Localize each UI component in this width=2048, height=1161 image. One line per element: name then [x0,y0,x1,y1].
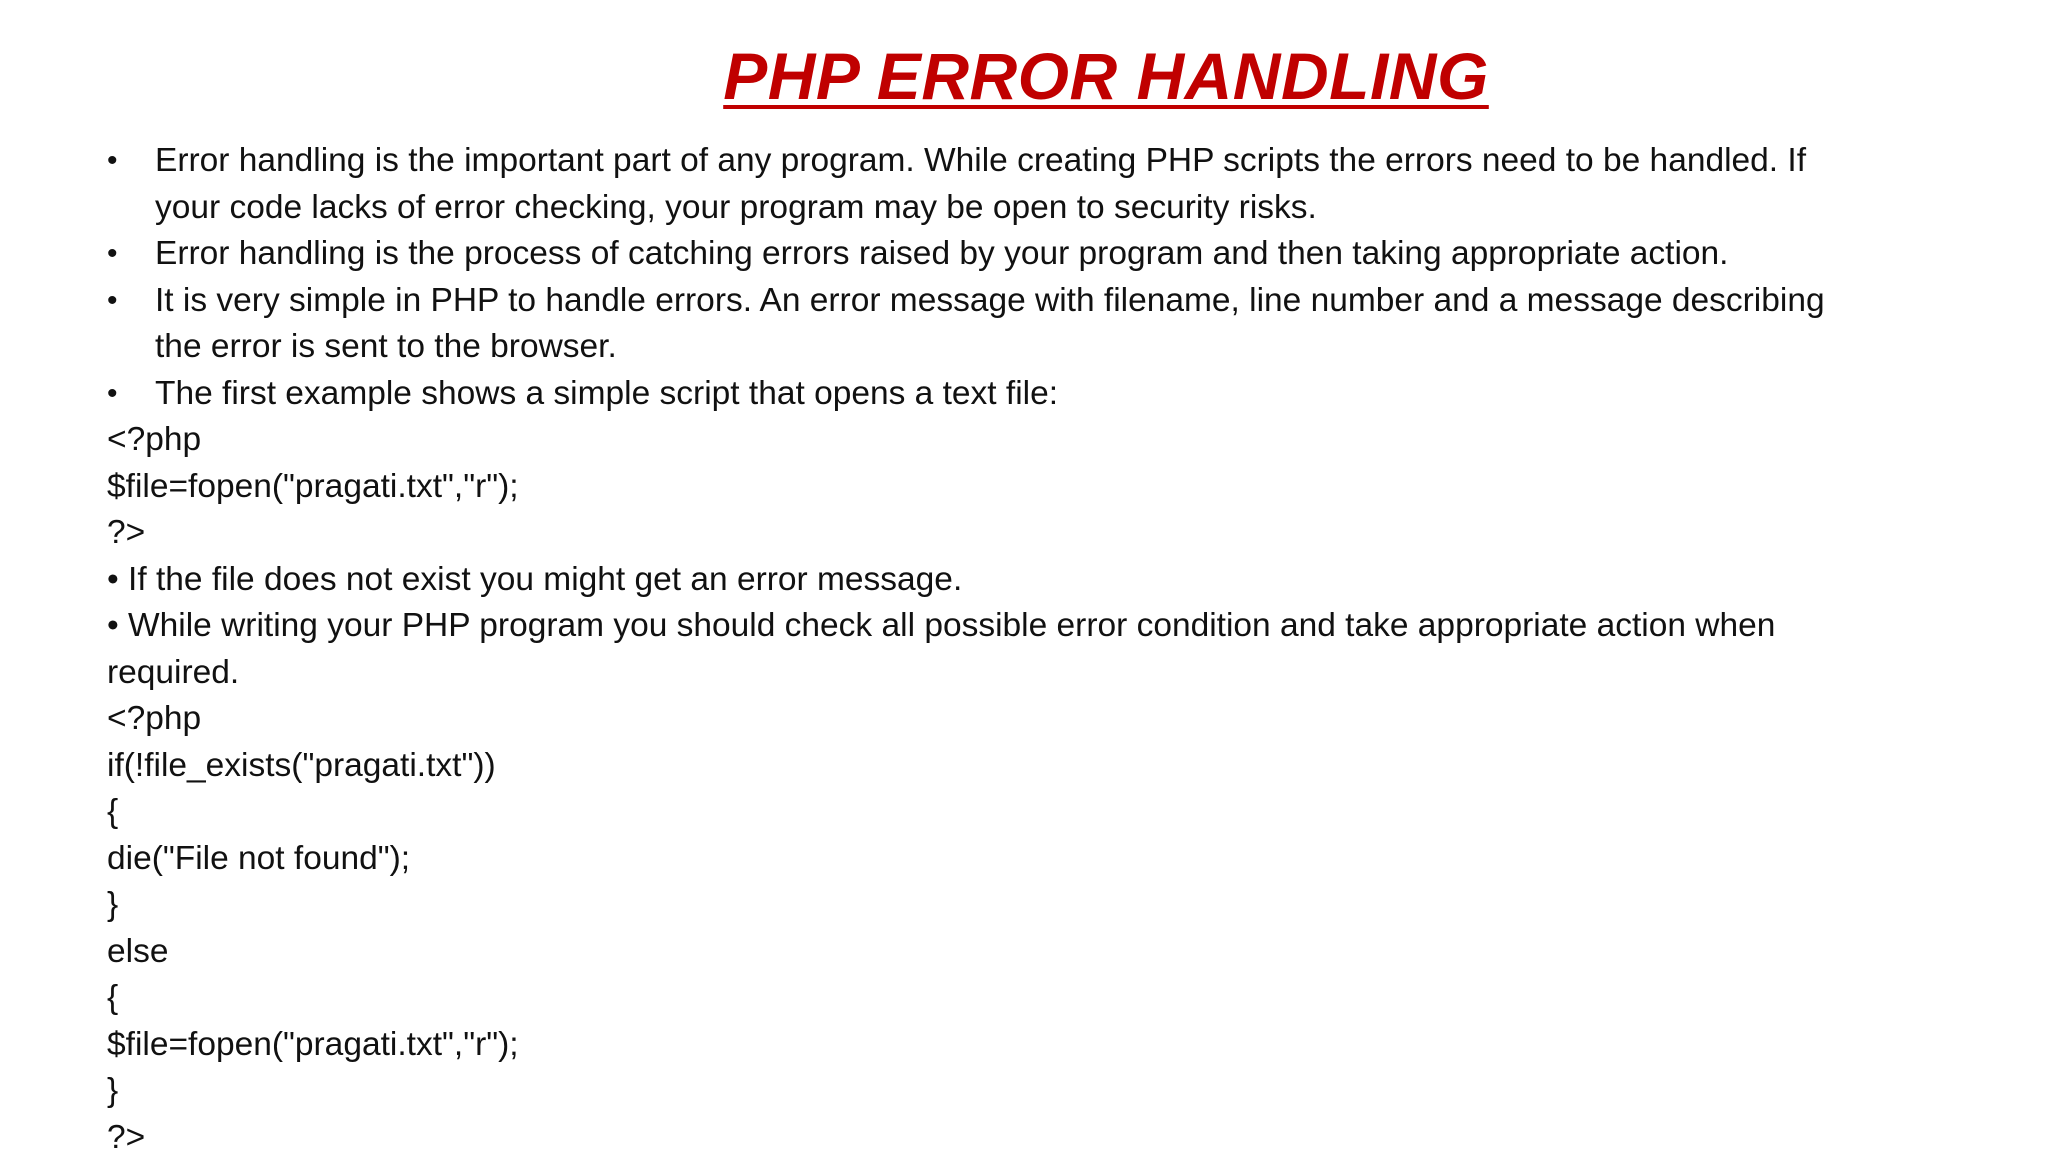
code-line: } [107,882,1987,929]
bullet-item [107,371,1987,418]
bullet-icon: • [107,371,127,418]
code-line: <?php [107,696,1987,743]
code-line: die("File not found"); [107,836,1987,883]
code-line: { [107,789,1987,836]
code-line: $file=fopen("pragati.txt","r"); [107,464,1987,511]
bullet-item [107,278,1845,371]
code-line: ?> [107,1115,1987,1161]
code-line: <?php [107,417,1987,464]
slide-title: PHP ERROR HANDLING [0,38,2048,114]
bullet-text: Error handling is the important part of any program. While creating PHP scripts the errors need to be handled. If your code lacks of error checking, your program may be open to security risks. [155,142,1806,226]
bullet-icon: • [107,278,127,325]
code-line: $file=fopen("pragati.txt","r"); [107,1022,1987,1069]
bullet-icon: • [107,138,127,185]
code-line: { [107,975,1987,1022]
bullet-item [107,138,1835,231]
slide-body [107,138,1987,1161]
bullet-item [107,231,1987,278]
bullet-text: It is very simple in PHP to handle errors. An error message with filename, line number and a message describing the error is sent to the browser. [155,282,1825,366]
code-line: ?> [107,510,1987,557]
bullet-text: Error handling is the process of catching errors raised by your program and then taking appropriate action. [155,235,1729,272]
bullet-icon: • [107,231,127,278]
bullet-text: The first example shows a simple script that opens a text file: [155,375,1058,412]
code-line: if(!file_exists("pragati.txt")) [107,743,1987,790]
code-line: else [107,929,1987,976]
note-text: • While writing your PHP program you should check all possible error condition and take appropriate action when required. [107,603,1827,696]
note-text: • If the file does not exist you might get an error message. [107,557,1987,604]
code-line: } [107,1068,1987,1115]
